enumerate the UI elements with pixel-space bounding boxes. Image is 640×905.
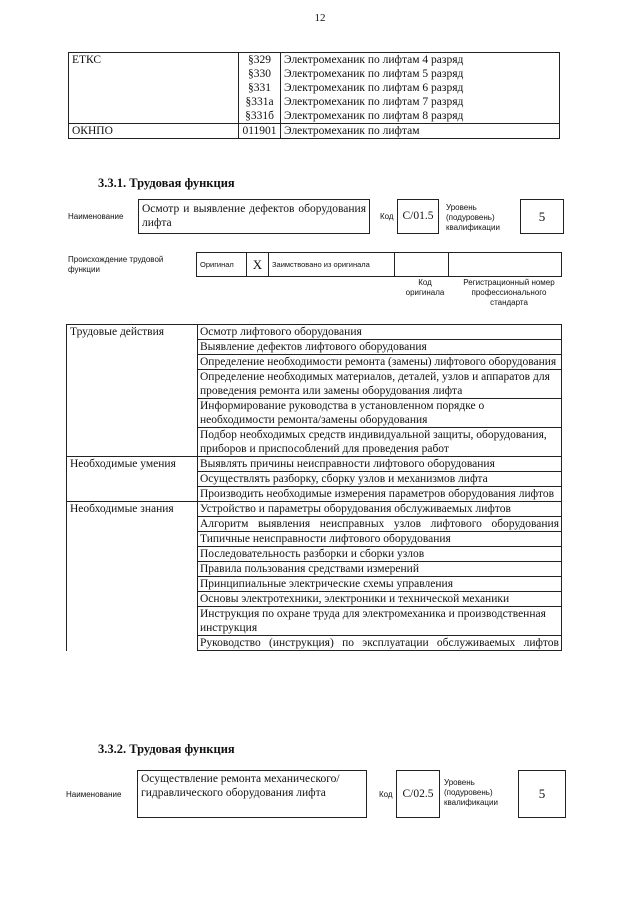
level-label: Уровень (подуровень) квалификации [446, 203, 500, 232]
function-item: Выявлять причины неисправности лифтового оборудования [198, 457, 562, 472]
section-heading-3-3-1: 3.3.1. Трудовая функция [98, 176, 235, 190]
function-item: Алгоритм выявления неисправных узлов лифтового оборудования [198, 517, 562, 532]
classification-title: Электромеханик по лифтам [284, 125, 420, 137]
function-item: Основы электротехники, электроники и технической механики [198, 592, 562, 607]
section-heading-3-3-2: 3.3.2. Трудовая функция [98, 742, 235, 756]
classification-name: ОКНПО [69, 124, 239, 139]
classification-code: §331а [245, 96, 274, 108]
classification-code: §330 [248, 68, 271, 80]
classification-table [68, 52, 560, 139]
origin-table [196, 252, 562, 277]
classification-codes [239, 53, 281, 124]
function-item: Информирование руководства в установленном порядке о необходимости ремонта/замены оборудования [198, 399, 562, 428]
function-item: Руководство (инструкция) по эксплуатации обслуживаемых лифтов [198, 636, 562, 651]
classification-title: Электромеханик по лифтам 5 разряд [284, 68, 464, 80]
function-row [67, 502, 562, 517]
category-label: Необходимые знания [67, 502, 198, 651]
function-row [67, 325, 562, 340]
classification-row [69, 53, 560, 124]
original-code-cell [395, 253, 449, 277]
labor-function-table [66, 324, 562, 651]
function-item: Принципиальные электрические схемы управления [198, 577, 562, 592]
level-label-2: Уровень (подуровень) квалификации [444, 778, 498, 807]
function-item: Правила пользования средствами измерений [198, 562, 562, 577]
classification-title: Электромеханик по лифтам 6 разряд [284, 82, 464, 94]
classification-title: Электромеханик по лифтам 8 разряд [284, 110, 464, 122]
page-number: 12 [314, 12, 326, 24]
origin-label: Происхождение трудовой функции [68, 255, 164, 274]
function-name-box-2: Осуществление ремонта механического/ гидравлического оборудования лифта [137, 770, 367, 818]
classification-code: §331б [245, 110, 274, 122]
level-box: 5 [520, 199, 564, 234]
name-label: Наименование [68, 212, 124, 221]
classification-title: Электромеханик по лифтам 4 разряд [284, 54, 464, 66]
function-row [67, 457, 562, 472]
function-item: Типичные неисправности лифтового оборудования [198, 532, 562, 547]
classification-code: §329 [248, 54, 271, 66]
function-item: Выявление дефектов лифтового оборудования [198, 340, 562, 355]
function-item: Инструкция по охране труда для электромеханика и производственная инструкция [198, 607, 562, 636]
function-item: Последовательность разборки и сборки узлов [198, 547, 562, 562]
code-label: Код [380, 212, 394, 221]
category-label: Трудовые действия [67, 325, 198, 457]
classification-row [69, 124, 560, 139]
classification-code: 011901 [242, 125, 277, 137]
function-item: Производить необходимые измерения параметров оборудования лифтов [198, 487, 562, 502]
function-code-box: С/01.5 [397, 199, 439, 234]
classification-name: ЕТКС [69, 53, 239, 124]
function-item: Определение необходимых материалов, деталей, узлов и аппаратов для проведения ремонта или замены оборудования лифта [198, 370, 562, 399]
registration-number-cell [449, 253, 562, 277]
category-label: Необходимые умения [67, 457, 198, 502]
code-label-2: Код [379, 790, 393, 799]
function-code-box-2: С/02.5 [396, 770, 440, 818]
classification-code: §331 [248, 82, 271, 94]
function-item: Определение необходимости ремонта (замены) лифтового оборудования [198, 355, 562, 370]
function-name-box: Осмотр и выявление дефектов оборудования лифта [138, 199, 370, 234]
level-box-2: 5 [518, 770, 566, 818]
classification-title: Электромеханик по лифтам 7 разряд [284, 96, 464, 108]
borrowed-cell: Заимствовано из оригинала [269, 253, 395, 277]
classification-titles [281, 124, 560, 139]
function-item: Устройство и параметры оборудования обслуживаемых лифтов [198, 502, 562, 517]
registration-caption: Регистрационный номер профессионального стандарта [463, 278, 555, 307]
name-label-2: Наименование [66, 790, 122, 799]
classification-titles [281, 53, 560, 124]
function-item: Подбор необходимых средств индивидуальной защиты, оборудования, приборов и приспособлений для проведения работ [198, 428, 562, 457]
function-item: Осуществлять разборку, сборку узлов и механизмов лифта [198, 472, 562, 487]
code-original-caption: Код оригинала [405, 278, 445, 297]
original-mark: X [247, 253, 269, 277]
function-item: Осмотр лифтового оборудования [198, 325, 562, 340]
classification-codes [239, 124, 281, 139]
original-cell: Оригинал [197, 253, 247, 277]
